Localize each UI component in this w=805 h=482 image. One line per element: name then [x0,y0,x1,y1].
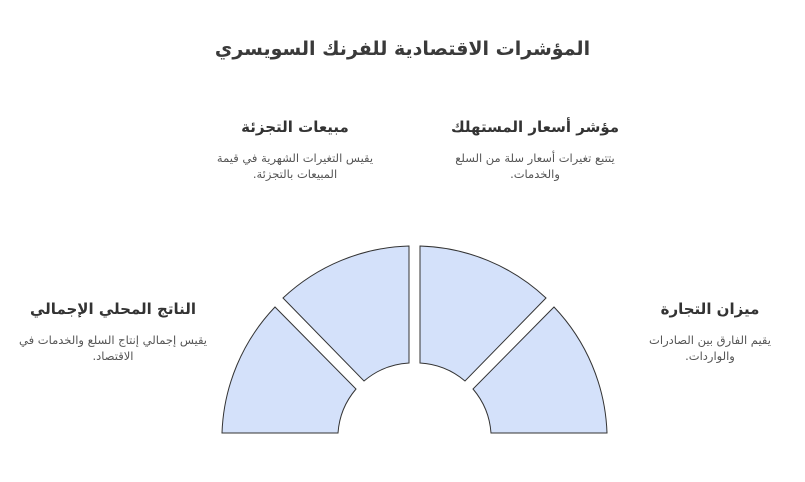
retail-sales-heading: مبيعات التجزئة [241,118,349,136]
trade-balance-description: يقيم الفارق بين الصادرات والواردات. [649,333,771,363]
gdp-heading: الناتج المحلي الإجمالي [30,300,196,318]
gdp-description: يقيس إجمالي إنتاج السلع والخدمات في الاقتصاد. [19,333,207,363]
cpi-heading: مؤشر أسعار المستهلك [450,118,620,136]
diagram-title: المؤشرات الاقتصادية للفرنك السويسري [214,38,591,60]
cpi-description: يتتبع تغيرات أسعار سلة من السلع والخدمات. [455,151,615,181]
retail-sales-description: يقيس التغيرات الشهرية في قيمة المبيعات بالتجزئة. [216,151,374,181]
trade-balance-heading: ميزان التجارة [660,300,760,318]
